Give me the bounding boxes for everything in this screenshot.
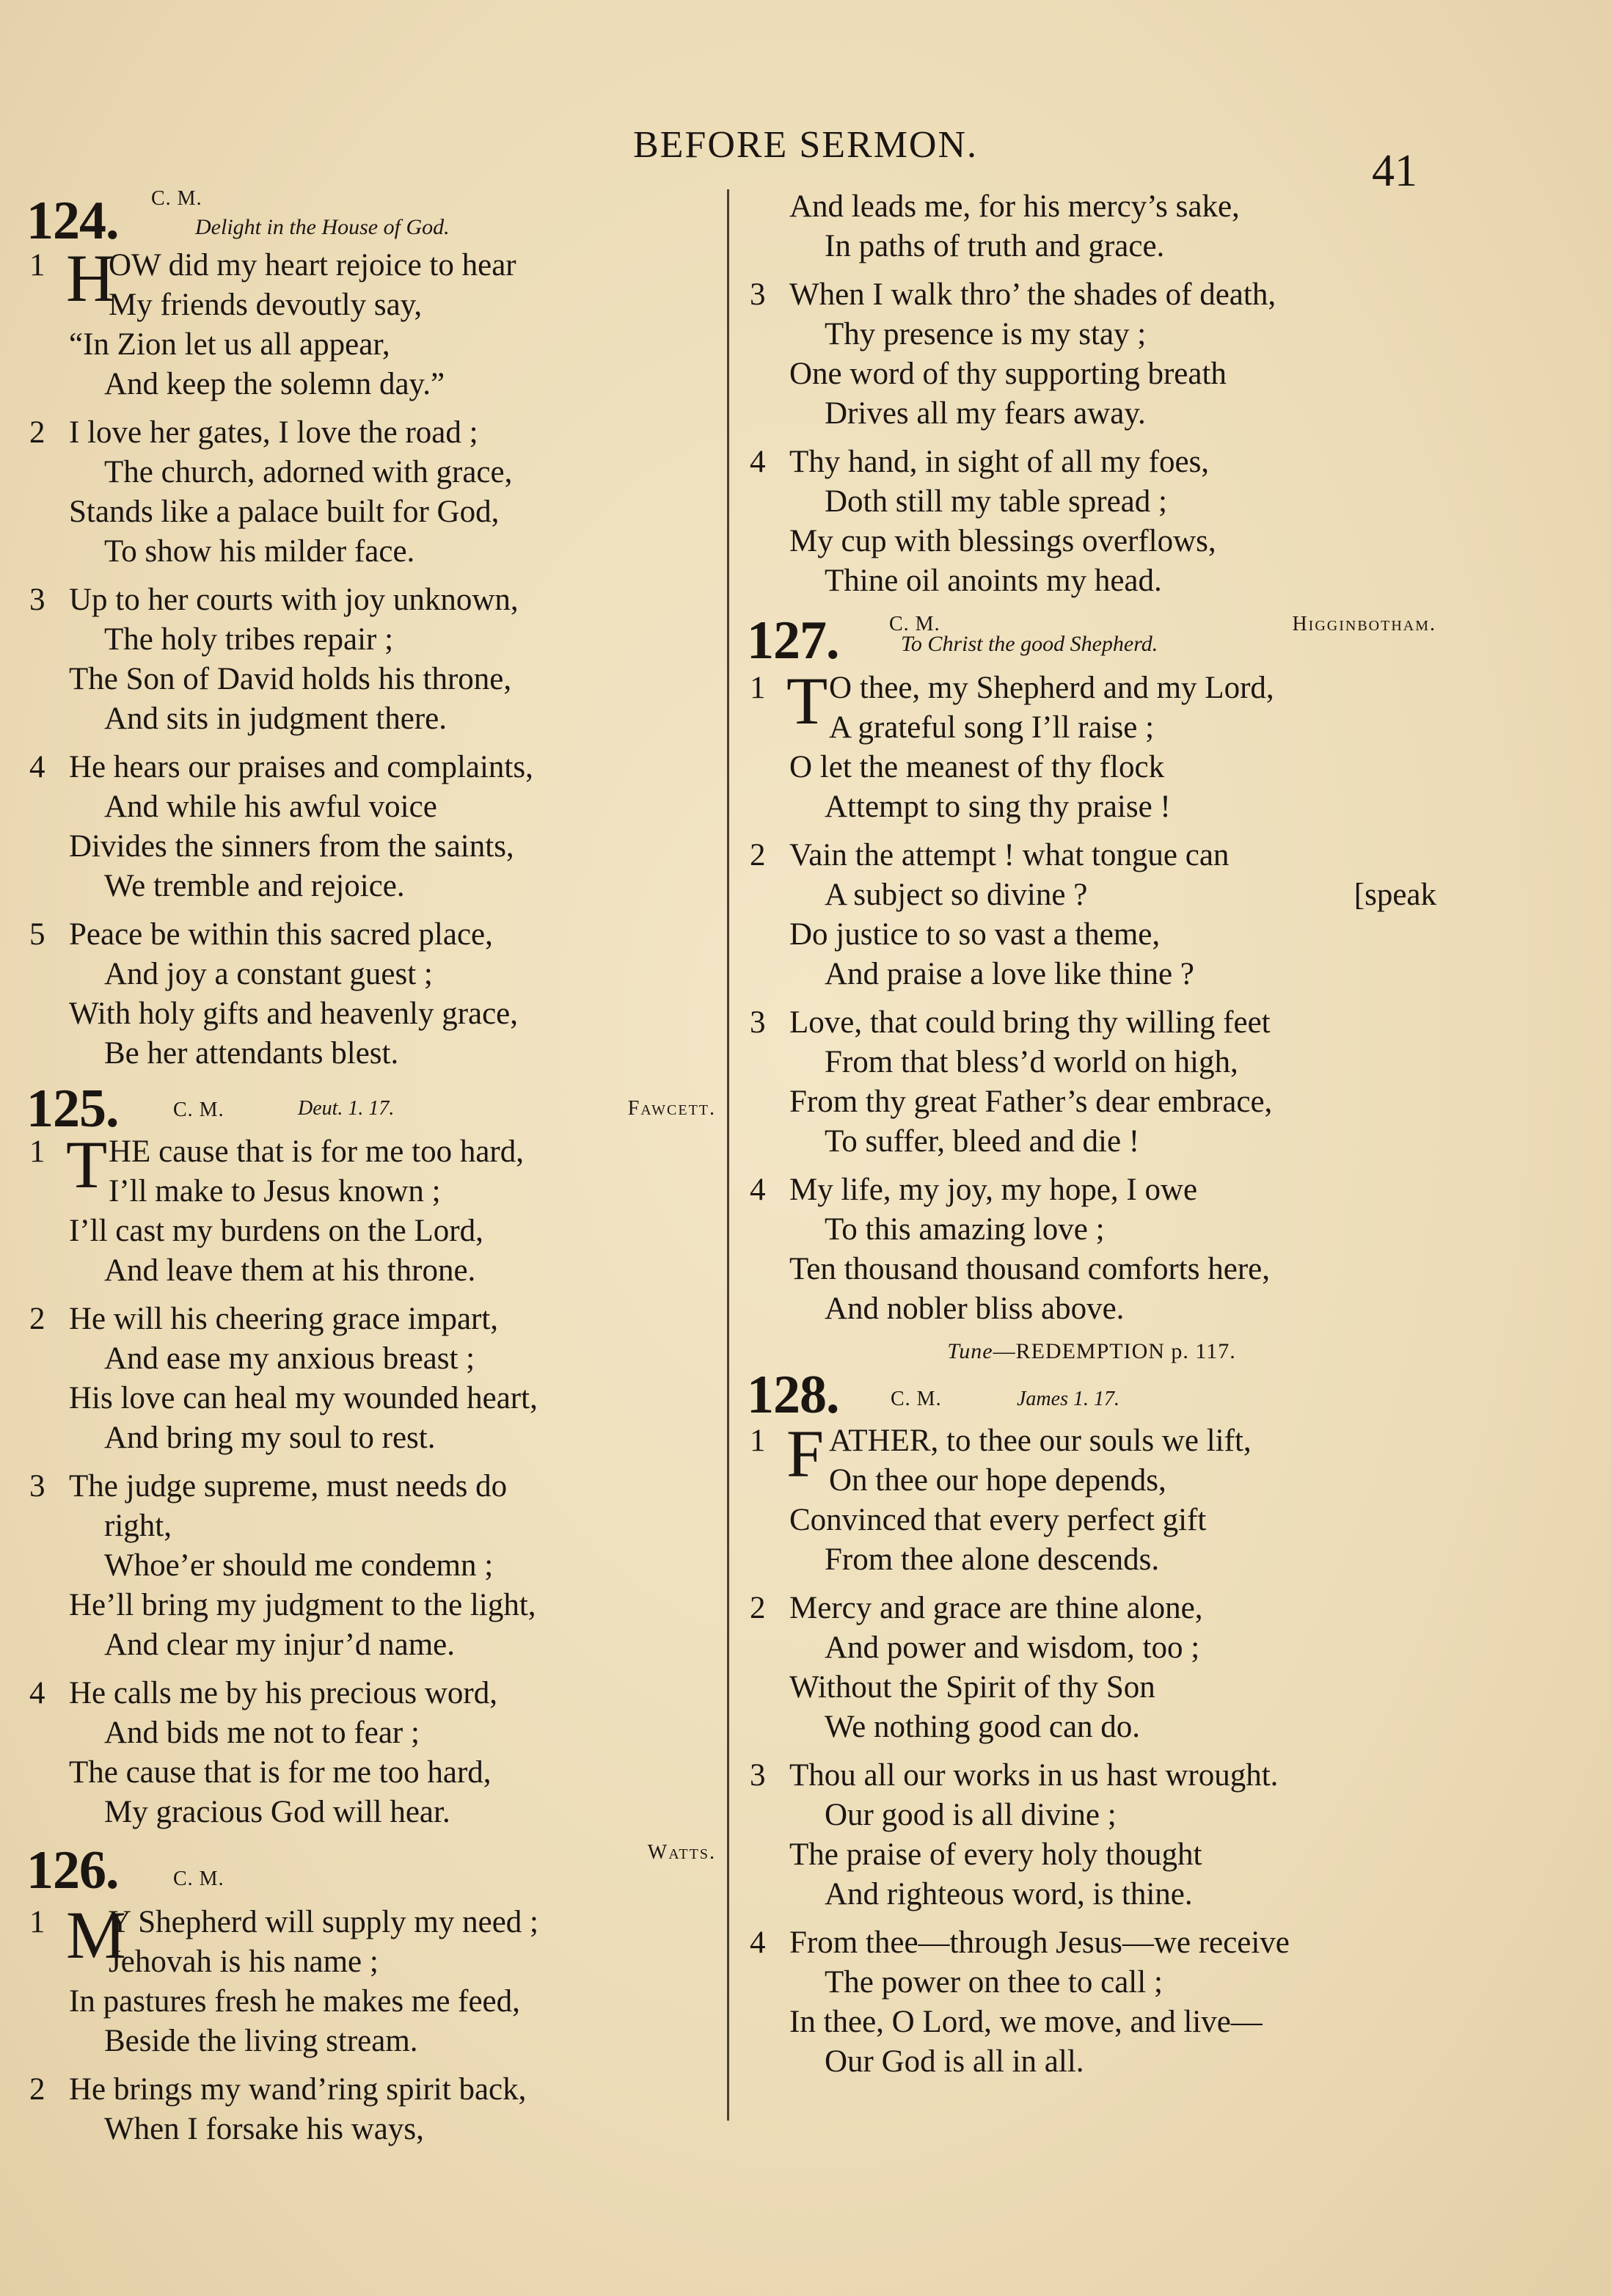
verse [26, 580, 716, 739]
verse-line: Without the Spirit of thy Son [789, 1670, 1155, 1705]
verse [26, 241, 716, 404]
verse [747, 1589, 1436, 1747]
verse-line: We tremble and rejoice. [104, 869, 405, 903]
verse-line: Thy presence is my stay ; [825, 317, 1147, 351]
verse-line: When I forsake his ways, [104, 2112, 424, 2146]
verse [747, 1416, 1436, 1580]
verse-number: 4 [750, 1173, 766, 1207]
verse-line: With holy gifts and heavenly grace, [69, 996, 519, 1031]
hymn-126 [26, 1841, 716, 2149]
verse [747, 836, 1436, 994]
verse-line: O let the meanest of thy flock [789, 750, 1165, 784]
verse-number: 2 [29, 415, 45, 450]
verse-line: One word of thy supporting breath [789, 357, 1227, 391]
verse-line: Convinced that every perfect gift [789, 1503, 1207, 1537]
page-header: BEFORE SERMON. [632, 124, 979, 166]
verse-line: He’ll bring my judgment to the light, [69, 1588, 536, 1622]
verse-line: The power on thee to call ; [825, 1965, 1163, 2000]
verse-line: I’ll make to Jesus known ; [109, 1174, 441, 1209]
verse-line: He calls me by his precious word, [69, 1676, 497, 1710]
verse-line: The holy tribes repair ; [104, 622, 394, 657]
verse-line: Divides the sinners from the saints, [69, 829, 514, 864]
verse-number: 3 [750, 1758, 766, 1793]
verse-line: And keep the solemn day.” [104, 367, 445, 401]
verse [26, 915, 716, 1074]
verse-line: Our God is all in all. [825, 2044, 1084, 2079]
verse-line: He will his cheering grace impart, [69, 1302, 499, 1336]
verse-line: “In Zion let us all appear, [69, 327, 390, 362]
verse-line: My cup with blessings overflows, [789, 524, 1216, 558]
verse-line: On thee our hope depends, [829, 1463, 1166, 1498]
verse [26, 2070, 716, 2149]
verse-line: Be her attendants blest. [104, 1036, 399, 1071]
verse-line: Mercy and grace are thine alone, [789, 1591, 1203, 1625]
drop-cap: H [66, 241, 115, 316]
verse-line: We nothing good can do. [825, 1710, 1141, 1744]
verse-line: He brings my wand’ring spirit back, [69, 2072, 527, 2107]
scripture-reference: James 1. 17. [1017, 1388, 1119, 1410]
hymn-128 [747, 1365, 1436, 2082]
column-divider [727, 189, 729, 2121]
verse [747, 442, 1436, 601]
verse-number: 5 [29, 917, 45, 952]
verse-line: A subject so divine ? [825, 878, 1088, 912]
hymn-number: 124. [26, 191, 119, 251]
verse-line: Beside the living stream. [104, 2024, 418, 2058]
verse-line: And leads me, for his mercy’s sake, [789, 189, 1240, 224]
tune-reference [747, 1339, 1436, 1364]
hymn-127 [747, 610, 1436, 1364]
verse-line: My life, my joy, my hope, I owe [789, 1173, 1198, 1207]
verse-line: Up to her courts with joy unknown, [69, 583, 519, 617]
verse-line: To this amazing love ; [825, 1212, 1105, 1247]
verse-line: And nobler bliss above. [825, 1291, 1125, 1326]
hymn-125 [26, 1079, 716, 1832]
verse-line: To show his milder face. [104, 534, 415, 569]
page-number: 41 [1372, 146, 1417, 196]
verse [26, 1898, 716, 2061]
verse-line: ATHER, to thee our souls we lift, [829, 1424, 1252, 1458]
verse-line: From thee—through Jesus—we receive [789, 1925, 1290, 1960]
tune-name: —REDEMPTION p. 117. [993, 1339, 1236, 1363]
drop-cap: T [786, 663, 828, 738]
verse-line: Thy hand, in sight of all my foes, [789, 445, 1210, 479]
verse-line: He hears our praises and complaints, [69, 750, 533, 784]
verse [26, 1674, 716, 1832]
verse-line: Y Shepherd will supply my need ; [109, 1905, 539, 1939]
verse [747, 1170, 1436, 1329]
verse-line: His love can heal my wounded heart, [69, 1381, 538, 1415]
scripture-reference: Deut. 1. 17. [298, 1097, 395, 1120]
verse [747, 187, 1436, 266]
verse-line: Ten thousand thousand comforts here, [789, 1252, 1270, 1286]
verse [26, 1467, 716, 1665]
verse-number: 4 [29, 1676, 45, 1710]
verse-line: When I walk thro’ the shades of death, [789, 277, 1276, 312]
hymn-meter: C. M. [151, 187, 202, 210]
verse-line: And praise a love like thine ? [825, 957, 1194, 991]
verse-line: The church, adorned with grace, [104, 455, 513, 489]
verse-line: HE cause that is for me too hard, [109, 1134, 524, 1169]
hymn-126-continued [747, 187, 1436, 601]
verse-line: Our good is all divine ; [825, 1798, 1117, 1832]
hymn-124 [26, 187, 716, 1074]
verse-line: I love her gates, I love the road ; [69, 415, 478, 450]
verse-line: Peace be within this sacred place, [69, 917, 493, 952]
verse [26, 748, 716, 906]
verse [747, 1923, 1436, 2082]
verse-line: And sits in judgment there. [104, 701, 447, 736]
verse-line: Doth still my table spread ; [825, 484, 1167, 519]
verse [747, 1003, 1436, 1162]
verse-line: In pastures fresh he makes me feed, [69, 1984, 520, 2019]
verse-line: right, [104, 1509, 172, 1543]
verse-line: Thou all our works in us hast wrought. [789, 1758, 1279, 1793]
verse-number: 4 [29, 750, 45, 784]
verse-line: Jehovah is his name ; [109, 1945, 379, 1979]
verse-line: I’ll cast my burdens on the Lord, [69, 1214, 483, 1248]
hymn-number: 125. [26, 1079, 119, 1139]
verse-line: My friends devoutly say, [109, 288, 423, 322]
verse [26, 413, 716, 572]
verse-line: A grateful song I’ll raise ; [829, 710, 1155, 745]
left-column [26, 187, 716, 2158]
verse-line: The judge supreme, must needs do [69, 1469, 508, 1504]
drop-cap: T [66, 1127, 108, 1202]
verse-number: 2 [750, 838, 766, 872]
verse-number: 2 [29, 2072, 45, 2107]
verse-line: Whoe’er should me condemn ; [104, 1548, 494, 1583]
hymn-author: Higginbotham. [1292, 613, 1436, 635]
hymn-meter: C. M. [173, 1098, 224, 1121]
verse-line: Drives all my fears away. [825, 396, 1146, 431]
hymn-author: Watts. [647, 1841, 716, 1864]
verse-number: 1 [750, 1424, 766, 1458]
verse-number: 2 [750, 1591, 766, 1625]
verse-number: 1 [750, 671, 766, 705]
verse-number: 3 [29, 1469, 45, 1504]
verse-line: And clear my injur’d name. [104, 1628, 456, 1662]
verse [26, 1127, 716, 1291]
verse-number: 3 [29, 583, 45, 617]
verse-line: And leave them at his throne. [104, 1253, 476, 1288]
verse-line: And ease my anxious breast ; [104, 1341, 475, 1376]
verse-line: Thine oil anoints my head. [825, 564, 1162, 598]
hymn-meter: C. M. [889, 613, 940, 635]
verse-line: And power and wisdom, too ; [825, 1630, 1200, 1665]
verse-number: 4 [750, 1925, 766, 1960]
verse-line-overflow: [speak [1354, 878, 1436, 912]
hymn-meter: C. M. [891, 1388, 942, 1410]
verse-line: My gracious God will hear. [104, 1795, 450, 1829]
verse-line: And bids me not to fear ; [104, 1716, 420, 1750]
verse-line: And bring my soul to rest. [104, 1421, 436, 1455]
verse-line: To suffer, bleed and die ! [825, 1124, 1140, 1159]
verse-number: 1 [29, 248, 45, 283]
verse [747, 275, 1436, 434]
verse-number: 2 [29, 1302, 45, 1336]
drop-cap: M [66, 1898, 126, 1972]
hymn-number: 126. [26, 1840, 119, 1900]
hymn-meter: C. M. [173, 1867, 224, 1890]
verse-line: Attempt to sing thy praise ! [825, 790, 1171, 824]
verse-line: Love, that could bring thy willing feet [789, 1005, 1271, 1040]
right-column [747, 187, 1436, 2091]
hymn-author: Fawcett. [627, 1097, 716, 1120]
verse-number: 3 [750, 1005, 766, 1040]
drop-cap: F [786, 1416, 825, 1491]
verse-number: 4 [750, 445, 766, 479]
verse-line: Stands like a palace built for God, [69, 495, 500, 529]
verse-line: And joy a constant guest ; [104, 957, 433, 991]
verse-line: In paths of truth and grace. [825, 229, 1165, 263]
verse-line: From thy great Father’s dear embrace, [789, 1085, 1273, 1119]
hymn-number: 127. [747, 611, 839, 671]
verse-line: O thee, my Shepherd and my Lord, [829, 671, 1274, 705]
hymn-subtitle: Delight in the House of God. [195, 215, 450, 239]
hymn-subtitle: To Christ the good Shepherd. [901, 632, 1158, 656]
verse-line: From thee alone descends. [825, 1542, 1160, 1577]
verse-line: In thee, O Lord, we move, and live— [789, 2005, 1263, 2039]
verse-number: 3 [750, 277, 766, 312]
verse [747, 1756, 1436, 1914]
verse-line: The cause that is for me too hard, [69, 1755, 492, 1790]
verse-line: And while his awful voice [104, 790, 437, 824]
verse-line: Vain the attempt ! what tongue can [789, 838, 1230, 872]
verse-number: 1 [29, 1905, 45, 1939]
verse-line: From that bless’d world on high, [825, 1045, 1238, 1079]
verse-line: And righteous word, is thine. [825, 1877, 1193, 1911]
verse-line: The praise of every holy thought [789, 1837, 1202, 1872]
verse-line: OW did my heart rejoice to hear [109, 248, 516, 283]
verse [26, 1300, 716, 1458]
verse-line: Do justice to so vast a theme, [789, 917, 1161, 952]
verse-number: 1 [29, 1134, 45, 1169]
hymn-number: 128. [747, 1365, 839, 1425]
tune-label: Tune [947, 1339, 993, 1363]
verse-line: The Son of David holds his throne, [69, 662, 512, 696]
verse [747, 663, 1436, 827]
